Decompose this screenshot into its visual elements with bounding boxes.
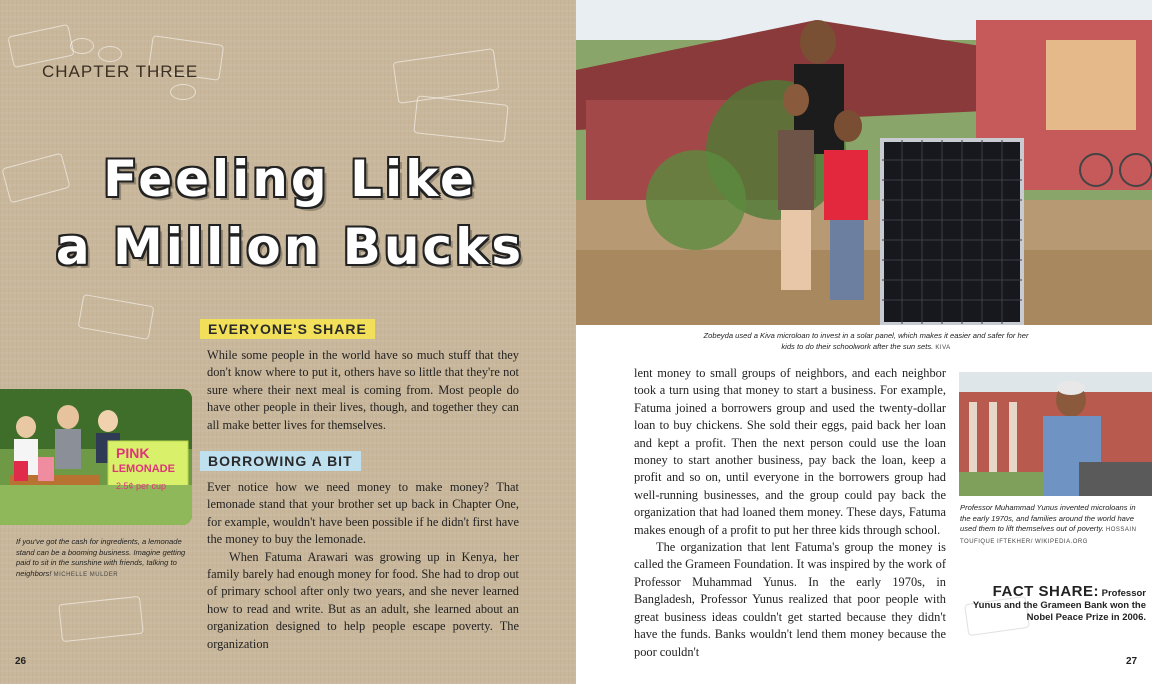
paragraph-text: Ever notice how we need money to make money? That lemonade stand that your brother set up back in Chapter One, for example, wouldn't have been possible if he didn't first have the money to buy the lemonade. <box>207 480 519 547</box>
paragraph-text: When Fatuma Arawari was growing up in Kenya, her family barely had enough money for food. She had to drop out of primary school after only two years, and she never learned how to read and write. But as an adult, she learned about an organization designed to help people escape poverty. The organization <box>207 549 519 651</box>
caption-text: Professor Muhammad Yunus invented microloans in the early 1970s, and families around the world have used them to lift themselves out of poverty. <box>960 503 1136 533</box>
sign-text-3: 2.5¢ per cup <box>116 481 167 491</box>
caption-credit: MICHELLE MULDER <box>53 571 119 578</box>
paragraph-text: While some people in the world have so much stuff that they don't know where to put it, others have so little that they're not sure where their next meal is coming from. Most people do have other people in their lives, though, and together they can all make better lives for themselves. <box>207 348 519 432</box>
section-heading-everyones-share: EVERYONE'S SHARE <box>200 319 375 339</box>
caption-text: Zobeyda used a Kiva microloan to invest in a solar panel, which makes it easier and safer for her kids to do their schoolwork after the sun sets. <box>703 331 1029 351</box>
solar-panel-photo <box>576 0 1152 325</box>
coin-doodle <box>70 38 94 54</box>
lemonade-photo-caption <box>16 537 192 580</box>
money-doodle <box>58 596 144 642</box>
paragraph-text: lent money to small groups of neighbors, and each neighbor took a turn using that money to start a business. For example, Fatuma joined a borrowers group and used the twenty-dollar loan to buy chickens. She sold their eggs, paid back her loan and kept a profit. Then the next person could use the loan money to start another business, pay back the loan, keep a profit and so on, until everyone in the borrowers group had well-running businesses, and the group could pay back the organization that had loaned them money. These days, Fatuma makes enough of a profit to put her three kids through school. <box>634 366 946 537</box>
yunus-photo <box>959 372 1152 496</box>
coin-doodle <box>170 84 196 100</box>
body-paragraphs-2 <box>207 479 519 653</box>
yunus-photo-caption <box>960 503 1145 547</box>
paragraph-text: The organization that lent Fatuma's group the money is called the Grameen Foundation. It was inspired by the work of Professor Muhammad Yunus. In the early 1970s, in Bangladesh, Professor Yunus realized that poor people with great business ideas couldn't get started because they didn't have the funds. Banks wouldn't lend them money because the poor couldn't <box>634 540 946 659</box>
solar-photo-caption <box>696 331 1036 353</box>
body-paragraph-1 <box>207 347 519 434</box>
money-doodle <box>413 95 508 142</box>
chapter-title-line1: Feeling Like <box>103 150 477 208</box>
fact-share-box <box>966 583 1146 624</box>
fact-share-text: Professor Yunus and the Grameen Bank won the Nobel Peace Prize in 2006. <box>972 588 1146 623</box>
fact-share-label: FACT SHARE: <box>992 583 1099 600</box>
caption-credit: HOSSAIN TOUFIQUE IFTEKHER/ WIKIPEDIA.ORG <box>960 527 1137 545</box>
coin-doodle <box>98 46 122 62</box>
section-heading-borrowing-a-bit: BORROWING A BIT <box>200 451 361 471</box>
caption-credit: KIVA <box>935 344 951 351</box>
right-page <box>576 0 1152 684</box>
sign-text-1: PINK <box>116 445 150 461</box>
page-number-right: 27 <box>1126 656 1138 667</box>
body-paragraphs-right <box>634 365 946 661</box>
chapter-label: CHAPTER THREE <box>42 62 199 81</box>
money-doodle <box>78 294 155 340</box>
yunus-photo-art <box>959 372 1152 496</box>
lemonade-photo-art <box>0 389 192 525</box>
page-number-left: 26 <box>15 656 27 667</box>
money-doodle <box>393 48 500 104</box>
sign-text-2: LEMONADE <box>112 463 175 475</box>
solar-photo-art <box>576 0 1152 325</box>
lemonade-stand-photo <box>0 389 192 525</box>
chapter-title-line2: a Million Bucks <box>55 218 525 276</box>
caption-text: If you've got the cash for ingredients, a lemonade stand can be a booming business. Imagine getting paid to sit in the sunshine with friends, talking to neighbors! <box>16 537 186 578</box>
